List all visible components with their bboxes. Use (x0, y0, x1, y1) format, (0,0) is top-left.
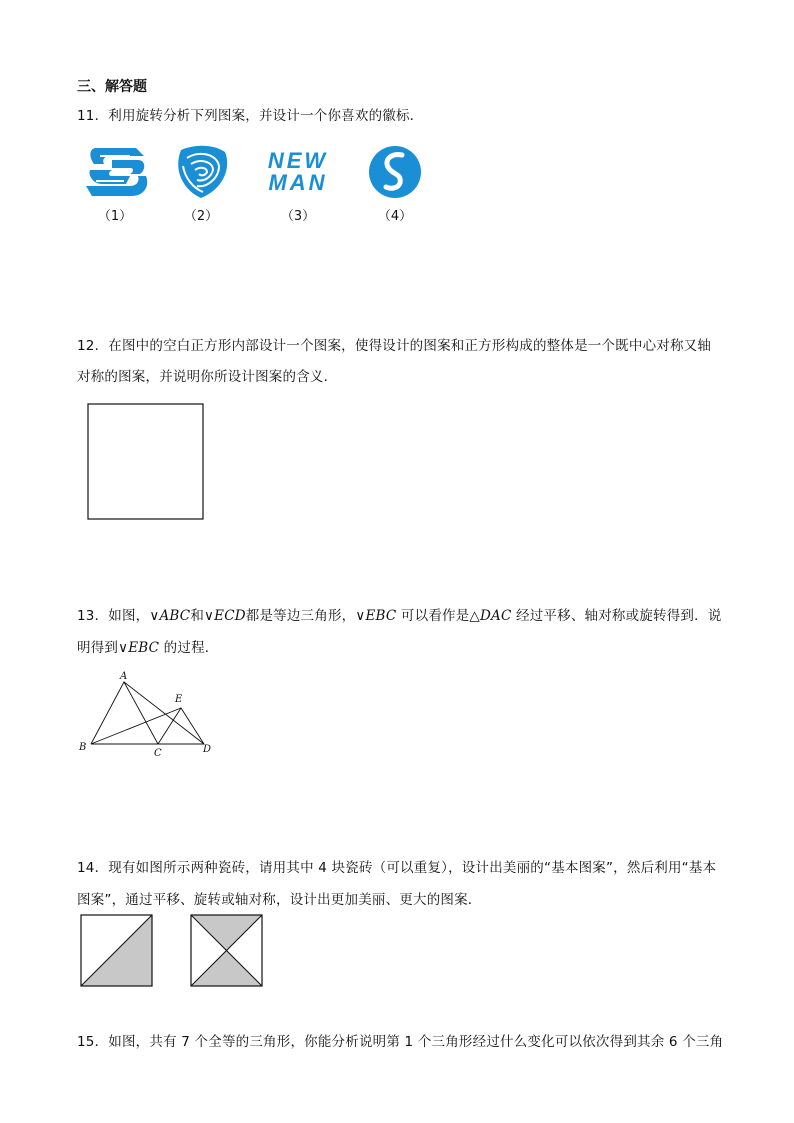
question-15-line-1: 15．如图，共有 7 个全等的三角形，你能分析说明第 1 个三角形经过什么变化可以依次得到其余 6 个三角 (77, 1034, 724, 1050)
logo-2-caption: （2） (183, 209, 219, 224)
interlocking-s-logo-icon (82, 144, 148, 200)
q13-triangle-abc: ABC (159, 608, 191, 624)
triangles-figure (76, 668, 221, 760)
label-c: C (154, 748, 162, 759)
q13-delta-symbol: △ (469, 608, 481, 624)
q13-line2-text-2: 的过程． (163, 640, 219, 656)
tile-cross-diagonal (190, 914, 263, 987)
blank-square-figure (87, 403, 205, 521)
swirl-logo-icon (173, 144, 229, 200)
q13-triangle-symbol-2: ∨ (204, 608, 215, 624)
question-12-line-1: 12．在图中的空白正方形内部设计一个图案，使得设计的图案和正方形构成的整体是一个既中心对称又轴 (77, 338, 712, 354)
label-e: E (175, 694, 183, 705)
newman-logo-bottom-text: MAN (268, 170, 328, 194)
question-11-text: 11．利用旋转分析下列图案，并设计一个你喜欢的徽标． (77, 108, 424, 124)
q13-text-3: 都是等边三角形， (245, 608, 356, 624)
logo-3-caption: （3） (280, 209, 316, 224)
q13-text-5: 经过平移、轴对称或旋转得到．说 (516, 608, 722, 624)
q13-line2-text-1: 明得到 (77, 640, 119, 656)
question-13-line-1 (77, 604, 722, 624)
section-title: 三、解答题 (77, 79, 147, 95)
newman-logo-top-text: NEW (267, 148, 329, 173)
q13-triangle-symbol-1: ∨ (149, 608, 160, 624)
question-14-line-2: 图案”，通过平移、旋转或轴对称，设计出更加美丽、更大的图案． (77, 892, 482, 908)
q13-triangle-ecd: ECD (214, 608, 246, 624)
question-14-line-1: 14．现有如图所示两种瓷砖，请用其中 4 块瓷砖（可以重复），设计出美丽的“基本图案”，然后利用“基本 (77, 860, 717, 876)
q13-text-4: 可以看作是 (400, 608, 470, 624)
q13-text-2: 和 (190, 608, 205, 624)
q13-triangle-symbol-3: ∨ (355, 608, 366, 624)
label-a: A (120, 671, 128, 682)
q13-line2-triangle-ebc: EBC (128, 640, 160, 656)
newman-logo-icon (252, 148, 344, 194)
line-be (91, 708, 181, 744)
q13-triangle-dac: DAC (480, 608, 512, 624)
triangle-abc (91, 682, 158, 744)
q13-text-1: 13．如图， (77, 608, 150, 624)
label-d: D (203, 744, 212, 755)
q13-triangle-ebc: EBC (365, 608, 397, 624)
label-b: B (79, 742, 87, 753)
s-circle-logo-icon (368, 145, 422, 199)
logo-1-caption: （1） (97, 209, 133, 224)
logo-4-caption: （4） (377, 209, 413, 224)
question-12-line-2: 对称的图案，并说明你所设计图案的含义． (77, 369, 338, 385)
tile-diagonal-half (80, 914, 153, 987)
question-13-line-2 (77, 636, 218, 656)
q13-line2-triangle-symbol: ∨ (118, 640, 129, 656)
